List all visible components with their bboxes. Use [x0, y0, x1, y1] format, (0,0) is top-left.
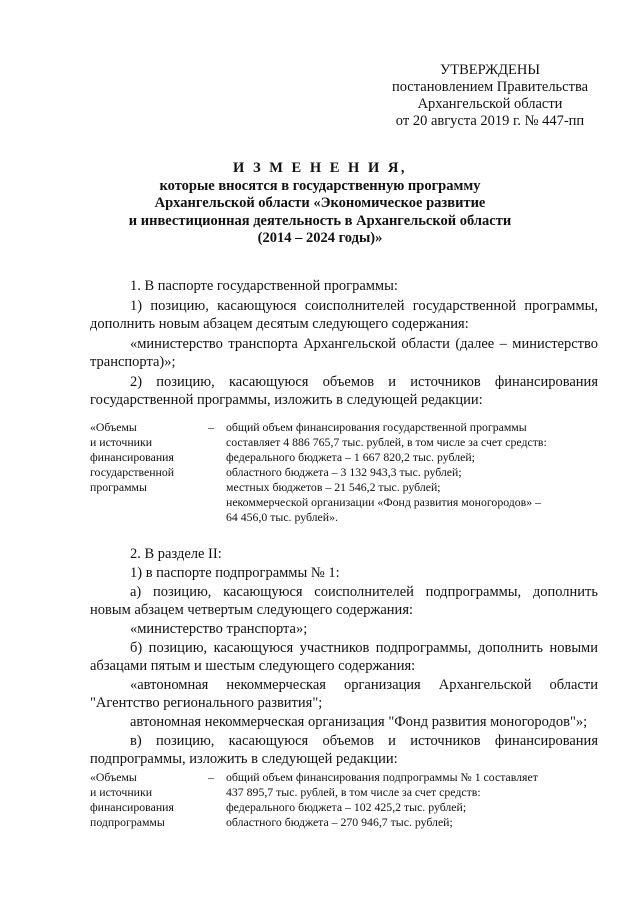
section2-c-line1: в) позицию, касающуюся объемов и источников финансирования — [130, 733, 598, 749]
table1-value-line: областного бюджета – 3 132 943,3 тыс. рублей; — [226, 465, 462, 479]
section2-heading: 2. В разделе II: — [130, 546, 222, 562]
section1-quote-line2: транспорта)»; — [90, 354, 176, 370]
table2-dash: – — [208, 770, 214, 784]
table1-value-line: некоммерческой организации «Фонд развития моногородов» – — [226, 495, 541, 509]
table2-value-line: федерального бюджета – 102 425,2 тыс. рублей; — [226, 800, 467, 814]
approval-line-4: от 20 августа 2019 г. № 447-пп — [395, 113, 585, 129]
table1-label-line: программы — [90, 480, 147, 494]
document-title — [90, 160, 550, 248]
table2-value-line: областного бюджета – 270 946,7 тыс. рублей; — [226, 815, 453, 829]
section1-item1-line1: 1) позицию, касающуюся соисполнителей государственной программы, — [130, 298, 598, 314]
table2-value-line: 437 895,7 тыс. рублей, в том числе за счет средств: — [226, 785, 481, 799]
section2-a-line1: а) позицию, касающуюся соисполнителей подпрограммы, дополнить — [130, 584, 598, 600]
table1-label-line: финансирования — [90, 450, 174, 464]
table1-value-line: 64 456,0 тыс. рублей». — [226, 510, 338, 524]
title-line-4: (2014 – 2024 годы)» — [257, 230, 383, 246]
title-heading: И З М Е Н Е Н И Я, — [233, 160, 407, 176]
table1-dash: – — [208, 420, 214, 434]
table1-value — [218, 420, 598, 525]
title-line-1: которые вносятся в государственную программу — [159, 177, 481, 194]
section1-quote-line1: «министерство транспорта Архангельской области (далее – министерство — [130, 336, 598, 352]
table1-value-line: составляет 4 886 765,7 тыс. рублей, в том числе за счет средств: — [226, 435, 547, 449]
table1-label-line: и источники — [90, 435, 153, 449]
approval-block — [380, 62, 600, 130]
table2-value — [218, 770, 598, 830]
approval-line-1: УТВЕРЖДЕНЫ — [439, 62, 541, 78]
table2-value-line: общий объем финансирования подпрограммы № 1 составляет — [226, 770, 538, 784]
approval-line-2: постановлением Правительства — [391, 79, 589, 95]
section2-item1: 1) в паспорте подпрограммы № 1: — [130, 565, 340, 581]
section2-b-quote-line2: "Агентство регионального развития"; — [90, 695, 323, 711]
table1-label-line: «Объемы — [90, 420, 137, 434]
section2-a-line2: новым абзацем четвертым следующего содержания: — [90, 602, 414, 618]
section2-a-quote: «министерство транспорта»; — [130, 621, 308, 637]
section2-c-line2: подпрограммы, изложить в следующей редакции: — [90, 751, 398, 767]
section1-item1-line2: дополнить новым абзацем десятым следующего содержания: — [90, 316, 469, 332]
table2-label-line: «Объемы — [90, 770, 137, 784]
section1-heading: 1. В паспорте государственной программы: — [130, 278, 398, 294]
section2-b-quote-line3: автономная некоммерческая организация "Фонд развития моногородов"»; — [130, 714, 588, 730]
title-line-2: Архангельской области «Экономическое развитие — [154, 195, 486, 211]
section1-item2-line2: государственной программы, изложить в следующей редакции: — [90, 392, 483, 408]
section2-b-line1: б) позицию, касающуюся участников подпрограммы, дополнить новыми — [130, 640, 598, 656]
table1-value-line: федерального бюджета – 1 667 820,2 тыс. рублей; — [226, 450, 475, 464]
table2-label-line: финансирования — [90, 800, 174, 814]
funding-table-subprogram — [90, 770, 600, 835]
table1-label — [90, 420, 200, 495]
approval-line-3: Архангельской области — [417, 96, 563, 112]
section1-item2-line1: 2) позицию, касающуюся объемов и источников финансирования — [130, 374, 598, 390]
table1-value-line: местных бюджетов – 21 546,2 тыс. рублей; — [226, 480, 441, 494]
table2-label-line: и источники — [90, 785, 153, 799]
table1-value-line: общий объем финансирования государственной программы — [226, 420, 527, 434]
section2-b-quote-line1: «автономная некоммерческая организация Архангельской области — [130, 677, 598, 693]
funding-table-program — [90, 420, 600, 530]
title-line-3: и инвестиционная деятельность в Архангельской области — [128, 212, 512, 229]
section2-b-line2: абзацами пятым и шестым следующего содержания: — [90, 658, 416, 674]
table1-label-line: государственной — [90, 465, 175, 479]
table2-label — [90, 770, 200, 830]
table2-label-line: подпрограммы — [90, 815, 165, 829]
